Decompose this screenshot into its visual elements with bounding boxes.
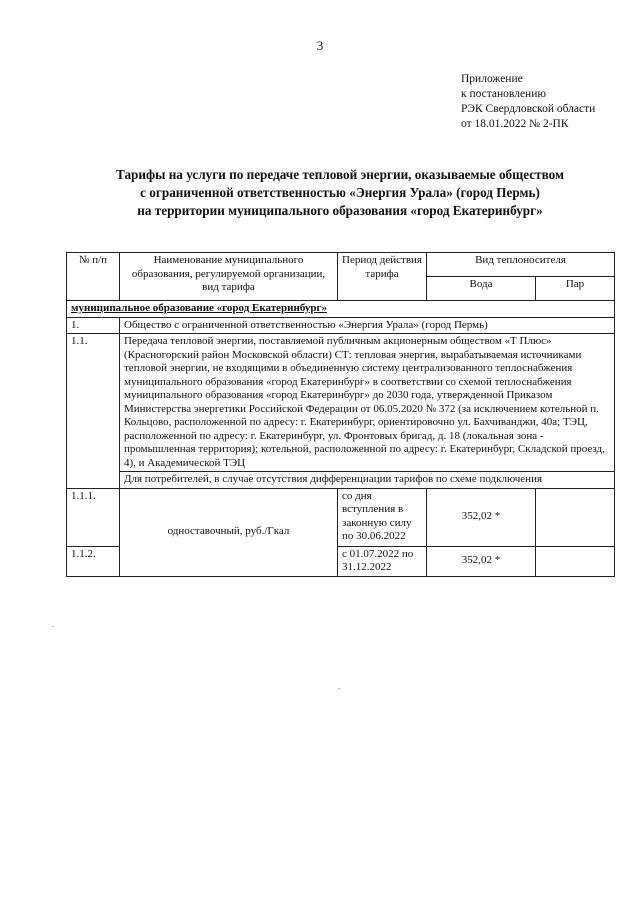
row-num: 1.1.2.	[67, 546, 120, 576]
header-carrier: Вид теплоносителя	[427, 253, 615, 277]
scan-speck	[52, 626, 54, 627]
title-line: с ограниченной ответственностью «Энергия Урала» (город Пермь)	[140, 185, 540, 200]
org-num: 1.	[67, 317, 120, 334]
page-number: 3	[316, 38, 324, 53]
table-row-municipality	[67, 301, 615, 318]
table-row	[67, 488, 615, 546]
header-steam: Пар	[536, 277, 615, 301]
table-row-org	[67, 317, 615, 334]
row-num: 1.1.1.	[67, 488, 120, 546]
tariff-type: одноставочный, руб./Гкал	[120, 488, 338, 576]
scan-speck	[338, 688, 340, 689]
consumers-text: Для потребителей, в случае отсутствия дифференциации тарифов по схеме подключения	[120, 472, 615, 489]
service-text: Передача тепловой энергии, поставляемой публичным акционерным обществом «Т Плюс» (Красногорский район Московской области) СТ: тепловая энергия, вырабатываемая источниками тепловой энергии, не входящими в объединенную систему централизованного теплоснабжения муниципального образования «город Екатеринбург» в соответствии со схемой теплоснабжения муниципального образования «город Екатеринбург» до 2030 года, утвержденной Приказом Министерства энергетики Российской Федерации от 06.05.2020 № 372 (за исключением котельной п. Кольцово, расположенной по адресу: г. Екатеринбург, ориентировочно ул. Бахчиванджи, 40а; ТЭЦ, расположенной по адресу: г. Екатеринбург, ул. Фронтовых бригад, д. 18 (локальная зона - промышленная территория); котельной, расположенной по адресу: г. Екатеринбург, Складской проезд, 4), и Академической ТЭЦ	[120, 334, 615, 472]
row-water-value: 352,02 *	[427, 488, 536, 546]
municipality-cell: муниципальное образование «город Екатеринбург»	[67, 301, 615, 318]
table-row-service	[67, 334, 615, 472]
row-period: со дня вступления в законную силу по 30.06.2022	[338, 488, 427, 546]
row-steam-value	[536, 546, 615, 576]
appendix-line: к постановлению	[461, 88, 546, 100]
row-water-value: 352,02 *	[427, 546, 536, 576]
title-line: на территории муниципального образования «город Екатеринбург»	[137, 203, 543, 218]
service-num: 1.1.	[67, 334, 120, 489]
document-title	[60, 166, 620, 220]
header-water: Вода	[427, 277, 536, 301]
header-num: № п/п	[67, 253, 120, 301]
header-period: Период действия тарифа	[338, 253, 427, 301]
table-row-consumers	[67, 472, 615, 489]
tariff-table	[66, 252, 615, 577]
row-steam-value	[536, 488, 615, 546]
appendix-line: от 18.01.2022 № 2-ПК	[461, 118, 569, 130]
row-period: с 01.07.2022 по 31.12.2022	[338, 546, 427, 576]
appendix-block	[461, 72, 595, 132]
appendix-line: Приложение	[461, 73, 523, 85]
title-line: Тарифы на услуги по передаче тепловой энергии, оказываемые обществом	[116, 167, 564, 182]
appendix-line: РЭК Свердловской области	[461, 103, 596, 115]
org-name: Общество с ограниченной ответственностью «Энергия Урала» (город Пермь)	[120, 317, 615, 334]
header-name: Наименование муниципального образования, регулируемой организации, вид тарифа	[120, 253, 338, 301]
